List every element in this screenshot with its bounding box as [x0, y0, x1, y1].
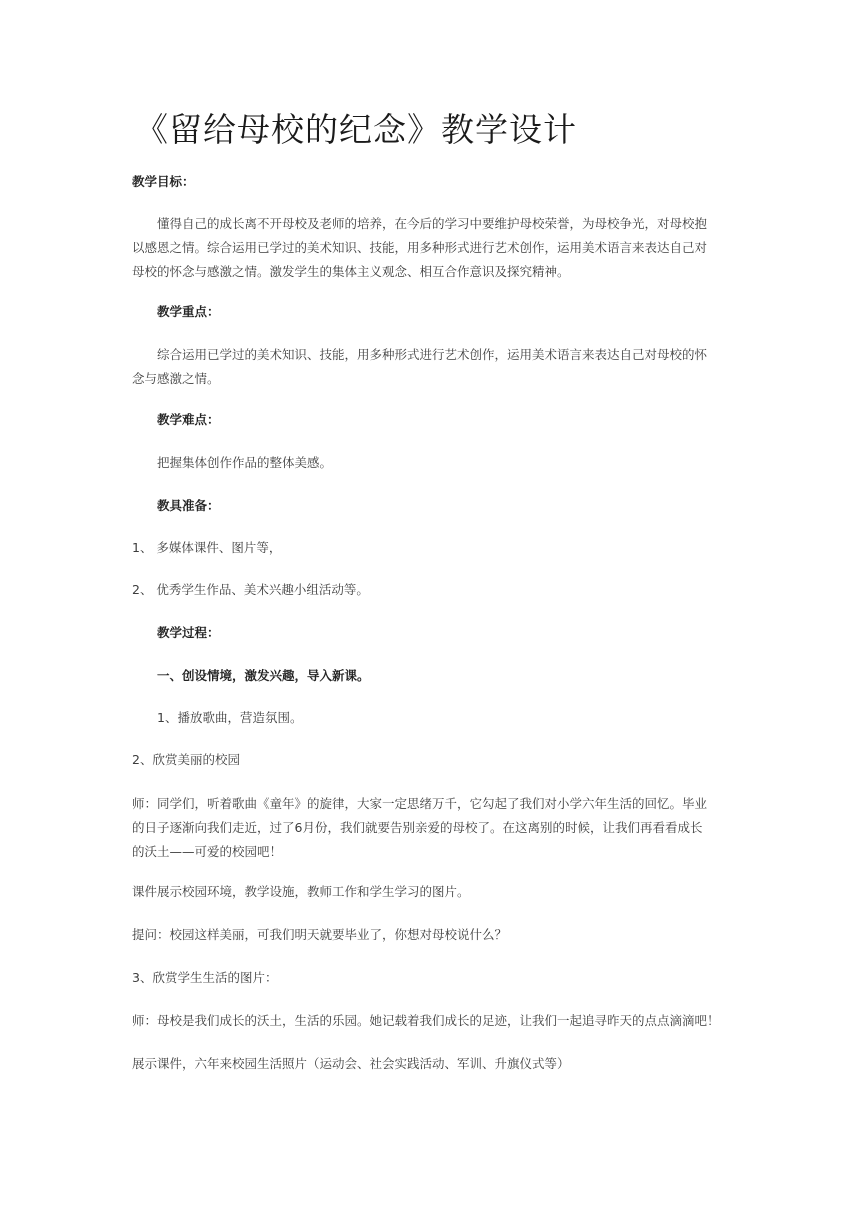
prep-item-2: 2、 优秀学生作品、美术兴趣小组活动等。 — [132, 582, 369, 597]
goals-line-2: 以感恩之情。综合运用已学过的美术知识、技能，用多种形式进行艺术创作，运用美术语言来表达自己对 — [132, 240, 708, 255]
goals-line-3: 母校的怀念与感激之情。激发学生的集体主义观念、相互合作意识及探究精神。 — [132, 264, 570, 279]
goals-heading: 教学目标： — [132, 174, 195, 189]
goals-paragraph — [132, 212, 732, 284]
teacher-line-1: 师：同学们，听着歌曲《童年》的旋律，大家一定思绪万千，它勾起了我们对小学六年生活的回忆。毕业 — [132, 796, 708, 811]
step-3: 3、欣赏学生生活的图片： — [132, 970, 278, 985]
goals-line-1: 懂得自己的成长离不开母校及老师的培养，在今后的学习中要维护母校荣誉，为母校争光，对母校抱 — [157, 216, 708, 231]
teacher-line-2: 的日子逐渐向我们走近，过了6月份，我们就要告别亲爱的母校了。在这离别的时候，让我们再看看成长 — [132, 820, 703, 835]
teacher-paragraph-2: 师：母校是我们成长的沃土，生活的乐园。她记载着我们成长的足迹，让我们一起追寻昨天的点点滴滴吧！ — [132, 1013, 720, 1028]
courseware-note-1: 课件展示校园环境，教学设施，教师工作和学生学习的图片。 — [132, 884, 470, 899]
step-1: 1、播放歌曲，营造氛围。 — [157, 710, 303, 725]
key-heading: 教学重点： — [157, 304, 220, 319]
key-line-2: 念与感激之情。 — [132, 371, 220, 386]
courseware-note-2: 展示课件，六年来校园生活照片（运动会、社会实践活动、军训、升旗仪式等） — [132, 1056, 570, 1071]
key-paragraph — [132, 343, 732, 391]
teacher-line-3: 的沃土——可爱的校园吧！ — [132, 844, 283, 859]
teacher-paragraph-1 — [132, 792, 732, 864]
question-1: 提问：校园这样美丽，可我们明天就要毕业了，你想对母校说什么？ — [132, 927, 508, 942]
process-heading: 教学过程： — [157, 625, 220, 640]
difficulty-text: 把握集体创作作品的整体美感。 — [157, 455, 333, 470]
section1-heading: 一、创设情境，激发兴趣，导入新课。 — [157, 668, 370, 683]
difficulty-heading: 教学难点： — [157, 412, 220, 427]
step-2: 2、欣赏美丽的校园 — [132, 752, 240, 767]
prep-item-1: 1、 多媒体课件、图片等， — [132, 540, 282, 555]
prep-heading: 教具准备： — [157, 498, 220, 513]
key-line-1: 综合运用已学过的美术知识、技能，用多种形式进行艺术创作，运用美术语言来表达自己对母校的怀 — [157, 347, 708, 362]
document-title: 《留给母校的纪念》教学设计 — [135, 110, 577, 149]
